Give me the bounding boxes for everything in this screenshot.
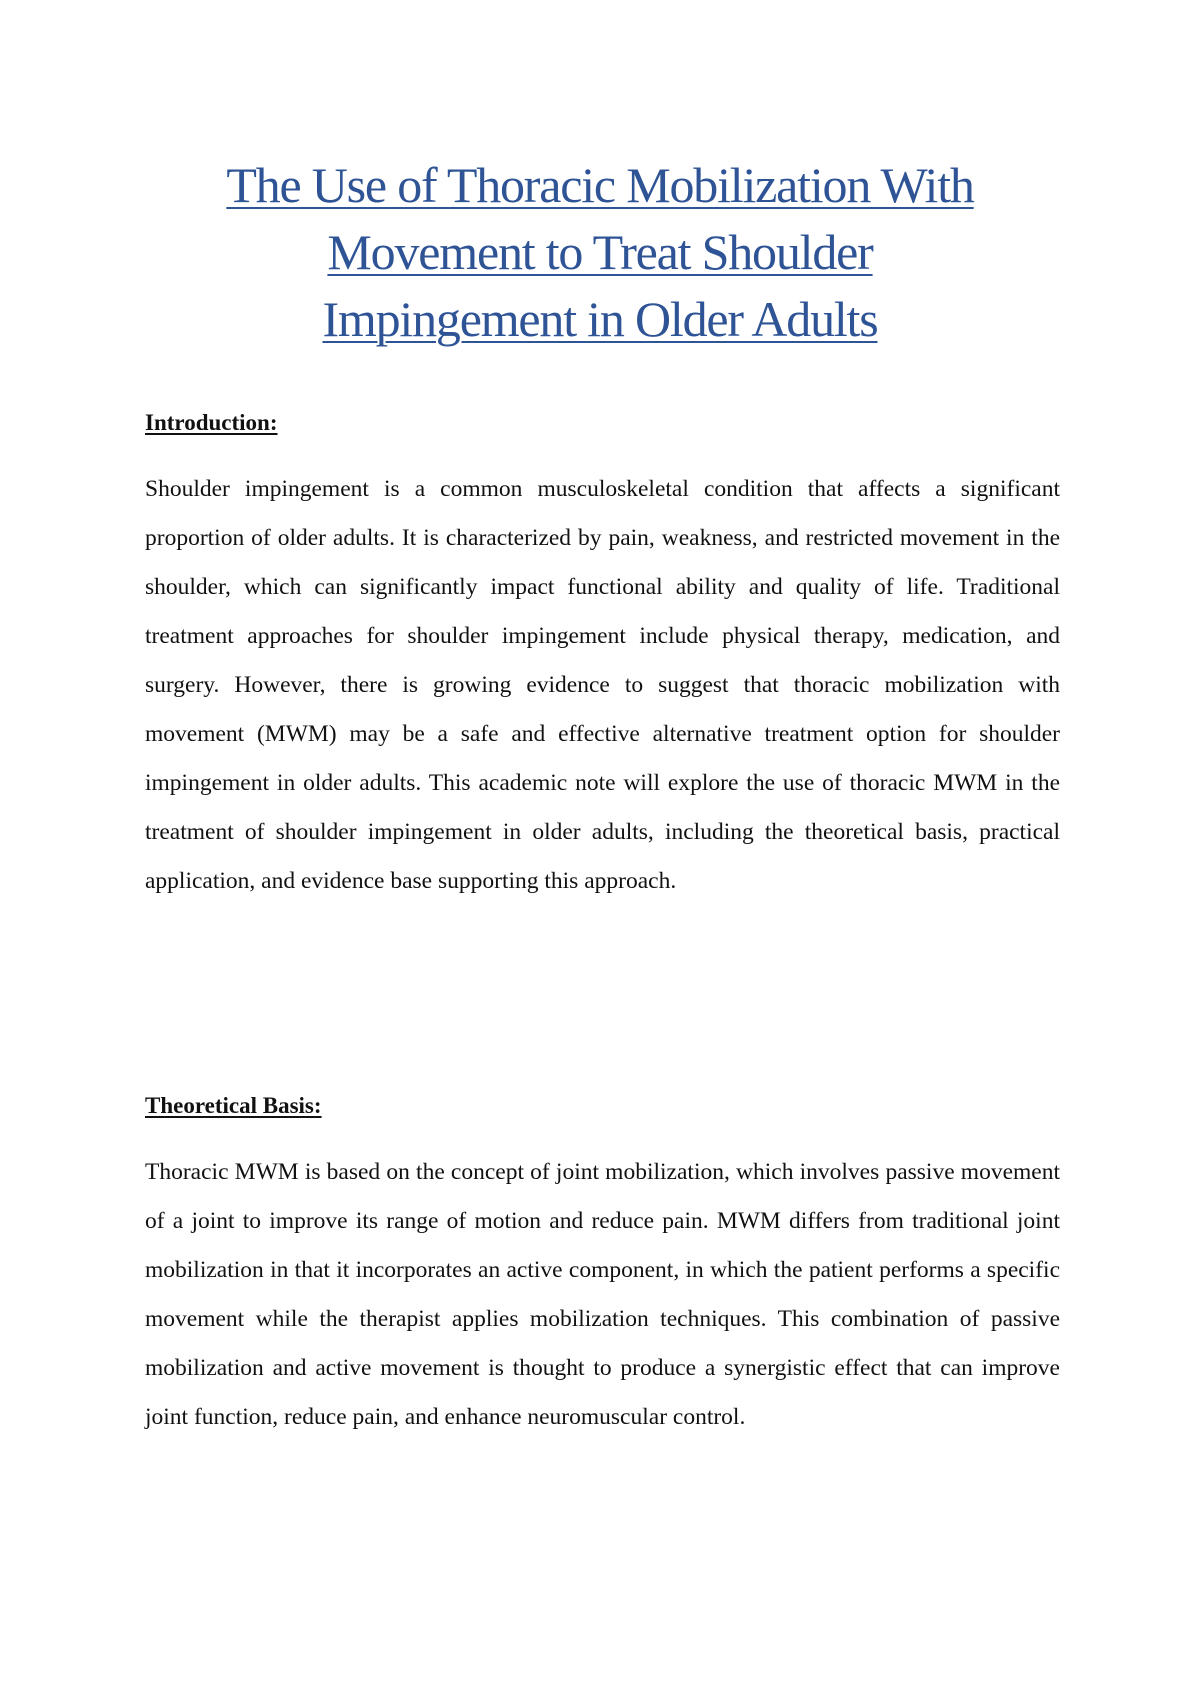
theoretical-basis-paragraph: Thoracic MWM is based on the concept of joint mobilization, which involves passive movement of a joint to improve its range of motion and reduce pain. MWM differs from traditional joint mobilization in that it incorporates an active component, in which the patient performs a specific movement while the therapist applies mobilization techniques. This combination of passive mobilization and active movement is thought to produce a synergistic effect that can improve joint function, reduce pain, and enhance neuromuscular control.	[145, 1159, 1060, 1430]
theoretical-basis-heading: Theoretical Basis:	[145, 1093, 322, 1118]
introduction-paragraph: Shoulder impingement is a common musculoskeletal condition that affects a significant proportion of older adults. It is characterized by pain, weakness, and restricted movement in the shoulder, which can significantly impact functional ability and quality of life. Traditional treatment approaches for shoulder impingement include physical therapy, medication, and surgery. However, there is growing evidence to suggest that thoracic mobilization with movement (MWM) may be a safe and effective alternative treatment option for shoulder impingement in older adults. This academic note will explore the use of thoracic MWM in the treatment of shoulder impingement in older adults, including the theoretical basis, practical application, and evidence base supporting this approach.	[145, 476, 1060, 894]
title-line-3: Impingement in Older Adults	[322, 291, 878, 347]
title-line-1: The Use of Thoracic Mobilization With	[226, 157, 974, 213]
title-line-2: Movement to Treat Shoulder	[327, 224, 873, 280]
introduction-heading: Introduction:	[145, 410, 278, 435]
document-title	[140, 152, 1060, 353]
